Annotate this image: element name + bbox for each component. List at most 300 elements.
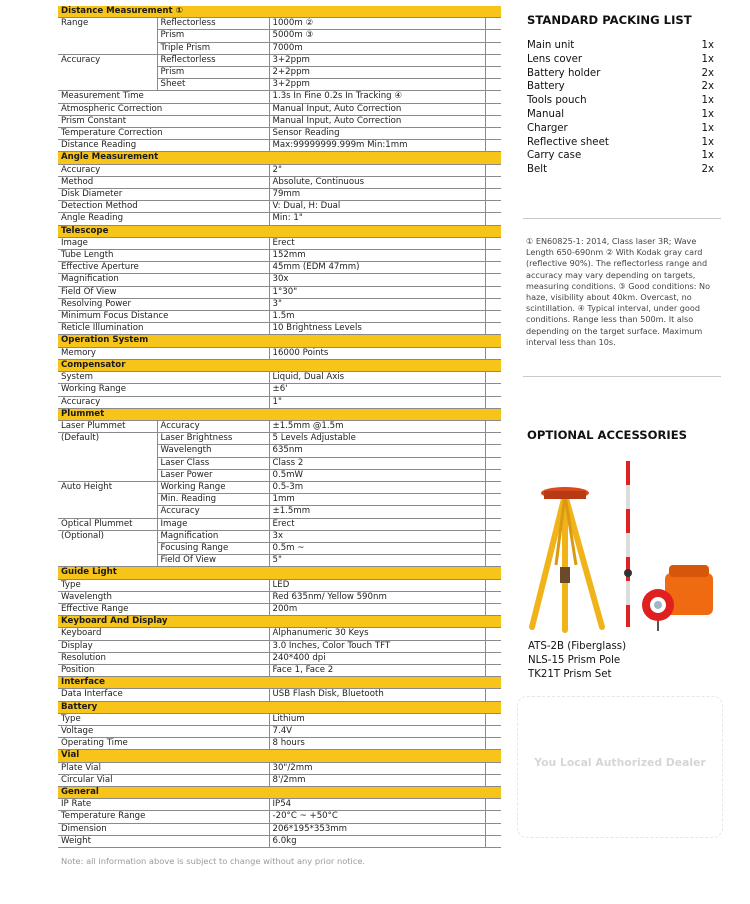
spec-row [58,664,501,676]
spec-row [58,30,501,42]
dealer-box [517,696,723,838]
section-header [58,616,501,628]
spec-name: Magnification [58,274,269,286]
spec-row [58,250,501,262]
spec-value: 152mm [269,250,485,262]
spec-spacer [485,201,501,213]
prism-set-image [642,565,713,631]
spec-spacer [485,213,501,225]
spec-row [58,469,501,481]
packing-item-qty: 1x [701,150,714,162]
spec-value: 3+2ppm [269,79,485,91]
spec-spacer [485,396,501,408]
spec-value: ±6' [269,384,485,396]
packing-item [527,67,714,81]
spec-subname: Reflectorless [157,54,269,66]
spec-name: Working Range [58,384,269,396]
spec-spacer [485,176,501,188]
section-header [58,359,501,371]
section-header [58,225,501,237]
spec-spacer [485,591,501,603]
spec-value: Face 1, Face 2 [269,664,485,676]
spec-value: 206*195*353mm [269,823,485,835]
spec-name [58,445,157,457]
spec-value: Min: 1" [269,213,485,225]
spec-row [58,725,501,737]
packing-item-name: Belt [527,164,548,176]
spec-subname: Magnification [157,530,269,542]
spec-row [58,811,501,823]
spec-value: 7.4V [269,725,485,737]
spec-row [58,835,501,847]
spec-spacer [485,128,501,140]
spec-row [58,542,501,554]
spec-subname: Min. Reading [157,494,269,506]
spec-name: Data Interface [58,689,269,701]
spec-row [58,164,501,176]
section-header [58,335,501,347]
spec-row [58,103,501,115]
spec-value: 8'/2mm [269,774,485,786]
spec-subname: Focusing Range [157,542,269,554]
spec-spacer [485,384,501,396]
spec-value: 3+2ppm [269,54,485,66]
spec-name: Operating Time [58,738,269,750]
spec-name: Position [58,664,269,676]
spec-row [58,506,501,518]
spec-subname: Prism [157,67,269,79]
packing-item-qty: 1x [701,136,714,148]
packing-item [527,122,714,136]
spec-subname: Accuracy [157,420,269,432]
spec-name [58,494,157,506]
spec-value: 8 hours [269,738,485,750]
spec-row [58,262,501,274]
spec-row [58,384,501,396]
spec-row [58,420,501,432]
spec-spacer [485,445,501,457]
spec-value: 30x [269,274,485,286]
spec-value: 635nm [269,445,485,457]
spec-spacer [485,298,501,310]
spec-spacer [485,506,501,518]
spec-subname: Prism [157,30,269,42]
packing-item-name: Battery holder [527,67,601,79]
spec-name [58,469,157,481]
packing-item-name: Lens cover [527,53,583,65]
spec-spacer [485,323,501,335]
spec-row [58,591,501,603]
spec-value: 3.0 Inches, Color Touch TFT [269,640,485,652]
spec-row [58,323,501,335]
spec-spacer [485,823,501,835]
spec-value: 200m [269,603,485,615]
spec-spacer [485,274,501,286]
spec-value: 16000 Points [269,347,485,359]
spec-name: Dimension [58,823,269,835]
spec-row [58,237,501,249]
section-header [58,750,501,762]
spec-table [58,6,501,848]
spec-spacer [485,725,501,737]
spec-name: Effective Range [58,603,269,615]
spec-row [58,628,501,640]
section-title: Distance Measurement ① [58,6,501,18]
spec-name: Accuracy [58,396,269,408]
spec-value: Red 635nm/ Yellow 590nm [269,591,485,603]
spec-value: 10 Brightness Levels [269,323,485,335]
packing-item-name: Manual [527,108,565,120]
packing-item-qty: 2x [701,164,714,176]
spec-value: 0.5-3m [269,481,485,493]
spec-name: System [58,372,269,384]
spec-spacer [485,481,501,493]
section-header [58,701,501,713]
spec-value: 5 Levels Adjustable [269,433,485,445]
spec-spacer [485,542,501,554]
spec-value: Liquid, Dual Axis [269,372,485,384]
packing-list [527,39,714,177]
spec-name [58,42,157,54]
spec-spacer [485,115,501,127]
spec-name: Image [58,237,269,249]
spec-name: Accuracy [58,164,269,176]
section-title: General [58,787,501,799]
spec-name: Display [58,640,269,652]
spec-name: Type [58,713,269,725]
spec-value: Alphanumeric 30 Keys [269,628,485,640]
spec-name: Reticle Illumination [58,323,269,335]
spec-row [58,213,501,225]
dealer-label: You Local Authorized Dealer [534,756,706,769]
spec-spacer [485,628,501,640]
section-title: Battery [58,701,501,713]
spec-value: 6.0kg [269,835,485,847]
spec-spacer [485,164,501,176]
spec-value: Manual Input, Auto Correction [269,115,485,127]
spec-spacer [485,640,501,652]
spec-spacer [485,140,501,152]
spec-name: Keyboard [58,628,269,640]
spec-spacer [485,42,501,54]
spec-name: Plate Vial [58,762,269,774]
spec-subname: Wavelength [157,445,269,457]
spec-name: Prism Constant [58,115,269,127]
spec-name: Tube Length [58,250,269,262]
spec-row [58,67,501,79]
spec-spacer [485,579,501,591]
section-title: Interface [58,677,501,689]
spec-name: Detection Method [58,201,269,213]
packing-item-name: Carry case [527,150,582,162]
spec-value: USB Flash Disk, Bluetooth [269,689,485,701]
packing-item-name: Reflective sheet [527,136,609,148]
spec-row [58,603,501,615]
spec-value: Absolute, Continuous [269,176,485,188]
spec-row [58,445,501,457]
spec-name [58,555,157,567]
spec-name: Type [58,579,269,591]
spec-row [58,140,501,152]
spec-spacer [485,433,501,445]
spec-spacer [485,811,501,823]
spec-value: 5000m ③ [269,30,485,42]
spec-spacer [485,518,501,530]
spec-name [58,542,157,554]
spec-spacer [485,469,501,481]
spec-row [58,530,501,542]
spec-row [58,396,501,408]
spec-spacer [485,603,501,615]
spec-value: 7000m [269,42,485,54]
packing-item [527,80,714,94]
spec-spacer [485,347,501,359]
spec-row [58,372,501,384]
spec-name: Resolution [58,652,269,664]
tripod-image [532,487,602,630]
spec-value: 5" [269,555,485,567]
spec-name: Optical Plummet [58,518,157,530]
section-header [58,677,501,689]
spec-name: Range [58,18,157,30]
spec-row [58,762,501,774]
spec-spacer [485,372,501,384]
spec-row [58,579,501,591]
disclaimer-note: Note: all information above is subject to change without any prior notice. [61,856,366,866]
spec-value: 1" [269,396,485,408]
section-title: Telescope [58,225,501,237]
spec-spacer [485,689,501,701]
accessories-title: OPTIONAL ACCESSORIES [527,428,687,442]
spec-subname: Working Range [157,481,269,493]
spec-spacer [485,286,501,298]
packing-item-qty: 1x [701,108,714,120]
spec-row [58,201,501,213]
spec-row [58,298,501,310]
spec-name: Wavelength [58,591,269,603]
spec-spacer [485,103,501,115]
spec-spacer [485,54,501,66]
section-title: Plummet [58,408,501,420]
spec-spacer [485,530,501,542]
spec-spacer [485,774,501,786]
packing-item [527,163,714,177]
spec-value: 1.5m [269,311,485,323]
spec-row [58,457,501,469]
footnotes: ① EN60825-1: 2014, Class laser 3R; Wave Length 650-690nm ② With Kodak gray card (reflective 90%). The reflectorless range and accuracy may vary depending on targets, measuring conditions. ③ Good conditions: No haze, visibility about 40km. Overcast, no scintillation. ④ Typical interval, under good conditions. Range less than 500m. It also depending on the target surface. Maximum interval less than 10s. [526,236,711,347]
spec-subname: Field Of View [157,555,269,567]
spec-row [58,91,501,103]
spec-spacer [485,738,501,750]
section-header [58,152,501,164]
spec-spacer [485,262,501,274]
spec-value: 2+2ppm [269,67,485,79]
accessory-item: TK21T Prism Set [528,668,612,680]
section-title: Operation System [58,335,501,347]
accessory-item: NLS-15 Prism Pole [528,654,621,666]
spec-name [58,79,157,91]
spec-row [58,481,501,493]
spec-name [58,506,157,518]
packing-item-name: Battery [527,81,565,93]
spec-subname: Laser Power [157,469,269,481]
spec-name: Temperature Correction [58,128,269,140]
packing-item-qty: 1x [701,53,714,65]
section-header [58,408,501,420]
spec-row [58,799,501,811]
spec-value: 0.5mW [269,469,485,481]
packing-item [527,136,714,150]
section-title: Keyboard And Display [58,616,501,628]
spec-spacer [485,652,501,664]
packing-item [527,94,714,108]
spec-row [58,652,501,664]
spec-value: Lithium [269,713,485,725]
spec-row [58,176,501,188]
spec-spacer [485,555,501,567]
spec-value: 1°30" [269,286,485,298]
spec-row [58,79,501,91]
spec-name: (Optional) [58,530,157,542]
spec-row [58,189,501,201]
spec-subname: Image [157,518,269,530]
spec-row [58,713,501,725]
spec-spacer [485,79,501,91]
spec-row [58,518,501,530]
spec-row [58,42,501,54]
spec-spacer [485,420,501,432]
spec-row [58,115,501,127]
spec-name: (Default) [58,433,157,445]
spec-name: Auto Height [58,481,157,493]
section-header [58,567,501,579]
packing-item [527,149,714,163]
spec-spacer [485,494,501,506]
spec-spacer [485,664,501,676]
spec-spacer [485,67,501,79]
spec-spacer [485,237,501,249]
spec-value: Sensor Reading [269,128,485,140]
spec-row [58,347,501,359]
spec-row [58,128,501,140]
spec-row [58,823,501,835]
spec-row [58,311,501,323]
spec-value: LED [269,579,485,591]
spec-name: Resolving Power [58,298,269,310]
spec-row [58,774,501,786]
spec-value: 79mm [269,189,485,201]
spec-name: Circular Vial [58,774,269,786]
section-header [58,787,501,799]
accessory-item: ATS-2B (Fiberglass) [528,641,627,652]
packing-item [527,53,714,67]
spec-value: 2" [269,164,485,176]
section-header [58,6,501,18]
packing-item-name: Main unit [527,40,575,51]
spec-name: Minimum Focus Distance [58,311,269,323]
packing-item-qty: 1x [701,122,714,134]
spec-name: Temperature Range [58,811,269,823]
spec-row [58,54,501,66]
prism-pole-image [624,461,632,627]
spec-name [58,457,157,469]
spec-row [58,738,501,750]
spec-value: V: Dual, H: Dual [269,201,485,213]
spec-name: Method [58,176,269,188]
spec-row [58,640,501,652]
spec-value: 1mm [269,494,485,506]
spec-name: Accuracy [58,54,157,66]
spec-spacer [485,835,501,847]
spec-row [58,555,501,567]
spec-spacer [485,189,501,201]
spec-value: Max:99999999.999m Min:1mm [269,140,485,152]
spec-value: 3" [269,298,485,310]
divider [523,376,721,377]
spec-spacer [485,18,501,30]
spec-subname: Accuracy [157,506,269,518]
spec-name [58,30,157,42]
spec-value: 1000m ② [269,18,485,30]
spec-name: Laser Plummet [58,420,157,432]
spec-subname: Triple Prism [157,42,269,54]
spec-row [58,18,501,30]
spec-value: Erect [269,237,485,249]
spec-name: Disk Diameter [58,189,269,201]
spec-subname: Laser Class [157,457,269,469]
packing-item-name: Charger [527,122,568,134]
spec-value: IP54 [269,799,485,811]
spec-subname: Reflectorless [157,18,269,30]
spec-subname: Laser Brightness [157,433,269,445]
spec-value: 30"/2mm [269,762,485,774]
spec-value: 3x [269,530,485,542]
packing-item-name: Tools pouch [527,95,587,107]
spec-row [58,274,501,286]
spec-spacer [485,250,501,262]
spec-value: 0.5m ~ [269,542,485,554]
spec-name: Angle Reading [58,213,269,225]
spec-name: Measurement Time [58,91,269,103]
packing-item-qty: 1x [701,95,714,107]
spec-value: -20°C ~ +50°C [269,811,485,823]
divider [523,218,721,219]
packing-item [527,108,714,122]
accessories-list [528,640,626,681]
spec-name: Field Of View [58,286,269,298]
section-title: Compensator [58,359,501,371]
spec-name: Atmospheric Correction [58,103,269,115]
spec-row [58,433,501,445]
spec-name: IP Rate [58,799,269,811]
section-title: Vial [58,750,501,762]
spec-name: Effective Aperture [58,262,269,274]
spec-value: Erect [269,518,485,530]
spec-name [58,67,157,79]
spec-value: ±1.5mm [269,506,485,518]
spec-value: ±1.5mm @1.5m [269,420,485,432]
accessories-image [520,455,720,635]
packing-item-qty: 2x [701,67,714,79]
spec-name: Voltage [58,725,269,737]
spec-value: 1.3s In Fine 0.2s In Tracking ④ [269,91,485,103]
spec-row [58,689,501,701]
section-title: Guide Light [58,567,501,579]
packing-list-title: STANDARD PACKING LIST [527,13,692,27]
packing-item-qty: 2x [701,81,714,93]
spec-row [58,494,501,506]
spec-value: 240*400 dpi [269,652,485,664]
